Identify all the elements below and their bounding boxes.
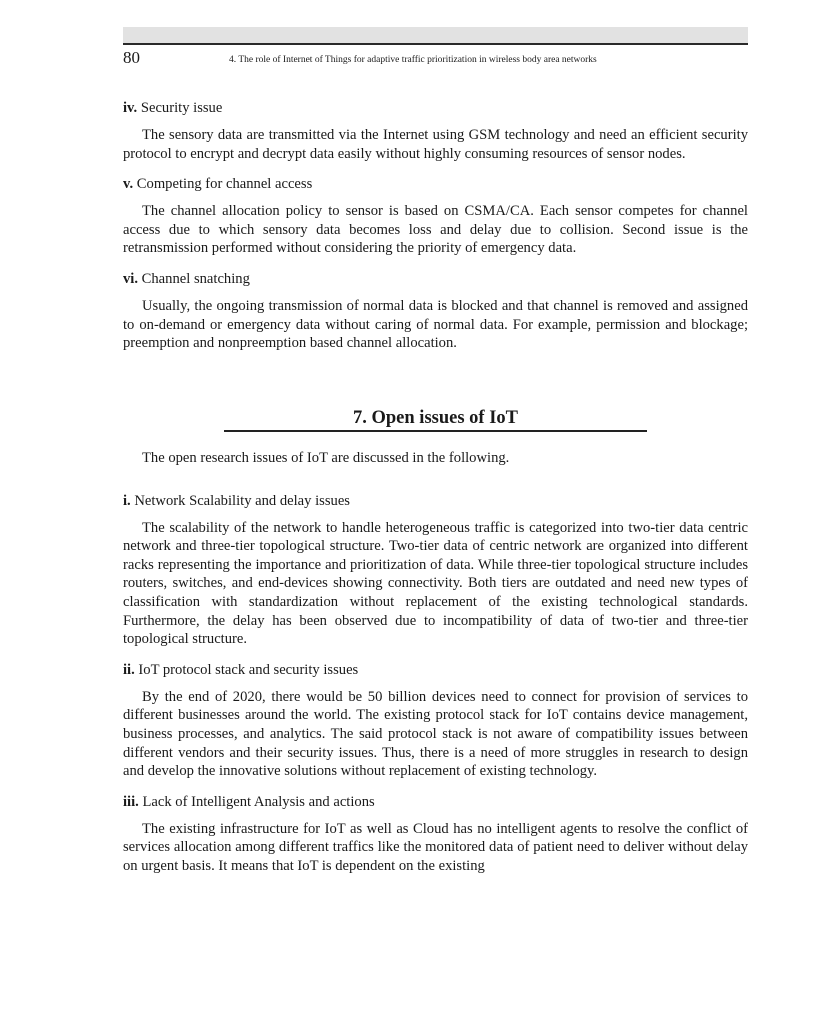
- header-bar: [123, 27, 748, 43]
- subsection-text-channel-snatching: Usually, the ongoing transmission of normal data is blocked and that channel is removed and assigned to on-demand or emergency data without caring of normal data. For example, permission and blockage; preemption and nonpreemption based channel allocation.: [123, 297, 748, 352]
- section-rule: [224, 430, 647, 432]
- issues-list-part-a: [123, 99, 748, 353]
- running-head: 4. The role of Internet of Things for adaptive traffic prioritization in wireless body area networks: [229, 55, 597, 65]
- subsection-heading-channel-snatching: vi. Channel snatching: [123, 270, 250, 287]
- section-title: 7. Open issues of IoT: [353, 408, 518, 428]
- subsection-text-security: The sensory data are transmitted via the Internet using GSM technology and need an efficient security protocol to encrypt and decrypt data easily without highly consuming resources of sensor nodes.: [123, 127, 748, 162]
- subsection-text-intelligent-analysis: The existing infrastructure for IoT as well as Cloud has no intelligent agents to resolve the conflict of services allocation among different traffics like the monitored data of patient need to deliver without delay on urgent basis. It means that IoT is dependent on the existing: [123, 820, 748, 874]
- subsection-heading-security: iv. Security issue: [123, 100, 223, 116]
- subsection-text-channel-access: The channel allocation policy to sensor is based on CSMA/CA. Each sensor competes for channel access due to which sensory data becomes loss and delay due to collision. Second issue is the retransmission performed without considering the priority of emergency data.: [123, 203, 748, 257]
- section-intro: The open research issues of IoT are discussed in the following.: [142, 450, 510, 466]
- subsection-heading-channel-access: v. Competing for channel access: [123, 176, 313, 193]
- subsection-text-scalability: The scalability of the network to handle heterogeneous traffic is categorized into two-tier data centric network and three-tier topological structure. Two-tier data of centric network are organized into different racks representing the importance and prioritization of data. While three-tier topological structure includes routers, switches, and end-devices showing connectivity. Both tiers are outdated and need new types of classification with standardization without replacement of the existing technological standards. Furthermore, the delay has been observed due to incompatibility of data of two-tier and three-tier topological structure.: [123, 519, 748, 648]
- subsection-text-protocol-stack: By the end of 2020, there would be 50 billion devices need to connect for provision of services to different businesses around the world. The existing protocol stack for IoT contains device management, business processes, and analytics. The said protocol stack is not aware of compatibility issues between different vendors and their security issues. Thus, there is a need of more struggles in research to design and develop the innovative solutions without replacement of existing technology.: [123, 688, 748, 780]
- subsection-heading-protocol-stack: ii. IoT protocol stack and security issues: [123, 661, 359, 678]
- subsection-heading-intelligent-analysis: iii. Lack of Intelligent Analysis and actions: [123, 793, 375, 810]
- subsection-heading-scalability: i. Network Scalability and delay issues: [123, 492, 350, 509]
- header-rule: [123, 43, 748, 45]
- issues-list-part-b: [123, 449, 748, 876]
- page-number: 80: [123, 48, 140, 67]
